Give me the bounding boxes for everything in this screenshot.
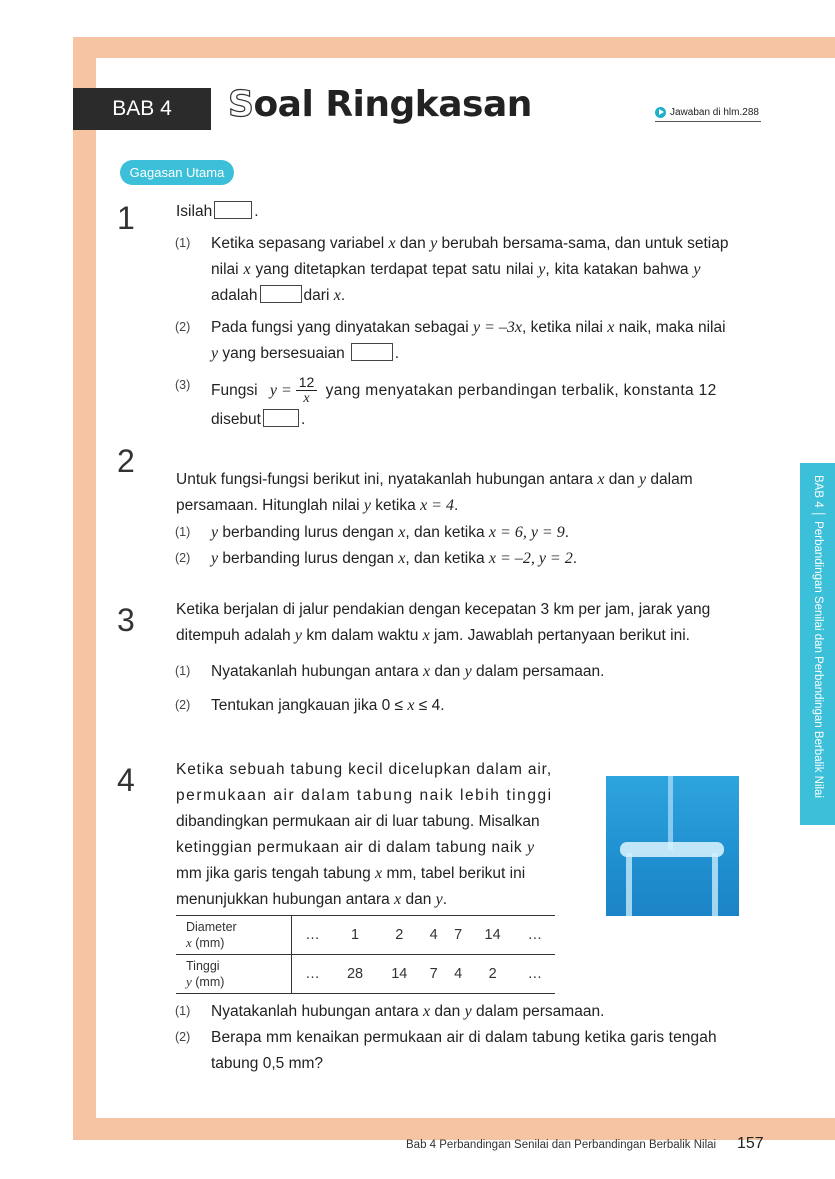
text: naik, maka nilai [614, 319, 726, 336]
q3-sub1-label: (1) [175, 664, 191, 678]
q1-intro-text: Isilah [176, 203, 213, 220]
answer-reference-text: Jawaban di hlm.288 [670, 106, 759, 118]
q4-line6 [176, 887, 447, 913]
equation: y = –3x [472, 319, 522, 336]
fraction [296, 374, 318, 407]
q2-line1 [176, 467, 693, 493]
table-cell: 1 [333, 916, 377, 955]
text: ketika [370, 497, 421, 514]
table-cell: 4 [421, 916, 446, 955]
q1-sub1-line1 [211, 231, 728, 257]
table-cell: 7 [421, 955, 446, 994]
q3-line1: Ketika berjalan di jalur pendakian dengan kecepatan 3 km per jam, jarak yang [176, 601, 711, 618]
text: berbanding lurus dengan [218, 524, 399, 541]
text: . [453, 497, 459, 514]
text: km dalam waktu [302, 627, 423, 644]
section-pill-label: Gagasan Utama [129, 165, 225, 180]
text: , dan ketika [405, 524, 489, 541]
text: . [340, 287, 346, 304]
text: Tentukan jangkauan jika 0 ≤ [211, 697, 408, 714]
text: . [300, 411, 306, 428]
var-x: x [407, 697, 415, 714]
text: dan [395, 235, 431, 252]
q4-sub2-line2: tabung 0,5 mm? [211, 1055, 324, 1072]
text: ditempuh adalah [176, 627, 295, 644]
table-cell: 2 [377, 916, 421, 955]
q4-line4 [176, 835, 535, 861]
var-x: x [422, 627, 430, 644]
var-y: y [294, 627, 303, 644]
data-table [176, 915, 555, 994]
var-x: x [398, 550, 406, 567]
text: dan [430, 663, 465, 680]
text: Ketika sepasang variabel [211, 235, 389, 252]
equation: x = –2, y = 2 [488, 550, 573, 567]
q1-sub3-line1 [211, 372, 717, 410]
var-y: y [186, 973, 192, 989]
table-cell: … [292, 916, 333, 955]
text: . [572, 550, 578, 567]
fraction-numerator: 12 [296, 374, 318, 391]
equation: x = 4 [420, 497, 454, 514]
text: nilai [211, 261, 244, 278]
table-cell: … [292, 955, 333, 994]
text: dan [604, 471, 639, 488]
var-x: x [607, 319, 615, 336]
text: Fungsi [211, 382, 258, 399]
table-cell: 2 [471, 955, 515, 994]
text: dan [430, 1003, 465, 1020]
text: , ketika nilai [521, 319, 608, 336]
capillary-straw [668, 776, 673, 850]
table-cell: … [515, 916, 555, 955]
q2-sub1 [211, 520, 569, 546]
text: dari [303, 287, 334, 304]
text: ≤ 4. [414, 697, 445, 714]
text: yang menyatakan perbandingan terbalik, konstanta 12 [325, 382, 717, 399]
var-y: y [693, 261, 701, 278]
var-x: x [394, 891, 402, 908]
table-cell: 7 [446, 916, 471, 955]
text: adalah [211, 287, 258, 304]
equation: y = [269, 382, 292, 399]
table-cell: … [515, 955, 555, 994]
var-y: y [435, 891, 443, 908]
var-y: y [430, 235, 438, 252]
text: dalam persamaan. [471, 663, 605, 680]
title-rest: oal Ringkasan [253, 84, 532, 125]
text: dan [401, 891, 436, 908]
q3-sub2-label: (2) [175, 698, 191, 712]
question-1-number: 1 [117, 200, 135, 236]
var-x: x [423, 1003, 431, 1020]
q4-line2: permukaan air dalam tabung naik lebih tinggi [176, 787, 553, 804]
q4-line1: Ketika sebuah tabung kecil dicelupkan dalam air, [176, 761, 552, 778]
text: yang bersesuaian [218, 345, 345, 362]
page-number: 157 [737, 1135, 764, 1152]
text: , dan ketika [405, 550, 489, 567]
var-x: x [186, 934, 192, 950]
text: persamaan. Hitunglah nilai [176, 497, 364, 514]
text: jam. Jawablah pertanyaan berikut ini. [429, 627, 690, 644]
play-icon [655, 107, 666, 118]
text: yang ditetapkan terdapat tepat satu nilai [250, 261, 539, 278]
text: dalam persamaan. [471, 1003, 605, 1020]
text: Pada fungsi yang dinyatakan sebagai [211, 319, 473, 336]
var-x: x [388, 235, 396, 252]
question-2-number: 2 [117, 443, 135, 479]
tube-wall [712, 853, 718, 916]
fraction-denominator: x [303, 391, 310, 407]
var-y: y [464, 663, 472, 680]
text: Untuk fungsi-fungsi berikut ini, nyatakanlah hubungan antara [176, 471, 598, 488]
row-header [176, 955, 292, 994]
table-row [176, 955, 555, 994]
page-footer: Bab 4 Perbandingan Senilai dan Perbandingan Berbalik Nilai [406, 1139, 717, 1151]
text: , kita katakan bahwa [545, 261, 694, 278]
answer-blank[interactable] [263, 409, 299, 427]
q1-sub1-line3 [211, 283, 345, 309]
q3-sub1 [211, 659, 604, 685]
answer-blank[interactable] [260, 285, 302, 303]
q1-sub2-line1 [211, 315, 726, 341]
table-row [176, 916, 555, 955]
text: . [564, 524, 570, 541]
section-pill [120, 160, 234, 185]
q1-sub3-label: (3) [175, 378, 191, 392]
capillary-tube-photo [606, 776, 739, 916]
q1-sub1-label: (1) [175, 236, 191, 250]
text: dalam [646, 471, 693, 488]
tube-wall [626, 853, 632, 916]
var-y: y [638, 471, 647, 488]
var-y: y [211, 550, 219, 567]
q2-sub1-label: (1) [175, 525, 191, 539]
chapter-badge [73, 88, 211, 130]
equation: x = 6, y = 9 [488, 524, 565, 541]
page-title [228, 84, 532, 125]
q3-sub2 [211, 693, 445, 719]
text: . [394, 345, 400, 362]
q4-sub2-label: (2) [175, 1030, 191, 1044]
var-y: y [363, 497, 371, 514]
row-header-unit: (mm) [191, 974, 225, 989]
text: berbanding lurus dengan [218, 550, 399, 567]
text: . [442, 891, 448, 908]
var-x: x [597, 471, 605, 488]
table-cell: 14 [377, 955, 421, 994]
var-x: x [243, 261, 251, 278]
answer-blank[interactable] [351, 343, 393, 361]
question-3-number: 3 [117, 602, 135, 638]
text: disebut [211, 411, 261, 428]
text: berubah bersama-sama, dan untuk setiap [437, 235, 729, 252]
q4-sub2-line1: Berapa mm kenaikan permukaan air di dalam tabung ketika garis tengah [211, 1029, 717, 1046]
var-x: x [375, 865, 383, 882]
q1-sub2-line2 [211, 341, 399, 367]
row-header-unit: (mm) [191, 935, 225, 950]
q3-line2 [176, 623, 690, 649]
var-x: x [398, 524, 406, 541]
var-y: y [527, 839, 535, 856]
var-y: y [211, 524, 219, 541]
var-y: y [538, 261, 546, 278]
q2-line2 [176, 493, 458, 519]
q1-sub2-label: (2) [175, 320, 191, 334]
table-cell: 14 [471, 916, 515, 955]
text: mm, tabel berikut ini [382, 865, 526, 882]
row-header-label: Diameter [186, 919, 237, 934]
table-cell: 28 [333, 955, 377, 994]
q2-sub2 [211, 546, 577, 572]
q4-line5 [176, 861, 525, 887]
q1-intro [176, 199, 259, 225]
row-header-label: Tinggi [186, 958, 220, 973]
question-4-number: 4 [117, 762, 135, 798]
table-cell: 4 [446, 955, 471, 994]
row-header [176, 916, 292, 955]
var-x: x [333, 287, 341, 304]
q4-sub1 [211, 999, 604, 1025]
q4-sub1-label: (1) [175, 1004, 191, 1018]
answer-reference[interactable] [655, 103, 761, 122]
text: mm jika garis tengah tabung [176, 865, 376, 882]
chapter-side-tab-label: BAB 4 │ Perbandingan Senilai dan Perbandingan Berbalik Nilai [812, 475, 824, 799]
q1-intro-end: . [254, 203, 259, 220]
var-y: y [464, 1003, 472, 1020]
title-initial: S [228, 84, 254, 125]
answer-blank[interactable] [214, 201, 252, 219]
text: ketinggian permukaan air di dalam tabung naik [176, 839, 528, 856]
q1-sub3-line2 [211, 407, 305, 433]
var-x: x [423, 663, 431, 680]
text: menunjukkan hubungan antara [176, 891, 395, 908]
text: Nyatakanlah hubungan antara [211, 663, 423, 680]
text: Nyatakanlah hubungan antara [211, 1003, 423, 1020]
chapter-label: BAB 4 [112, 97, 172, 120]
q2-sub2-label: (2) [175, 551, 191, 565]
q1-sub1-line2 [211, 257, 701, 283]
q4-line3: dibandingkan permukaan air di luar tabung. Misalkan [176, 813, 540, 830]
var-y: y [211, 345, 219, 362]
tube-rim [620, 842, 724, 857]
